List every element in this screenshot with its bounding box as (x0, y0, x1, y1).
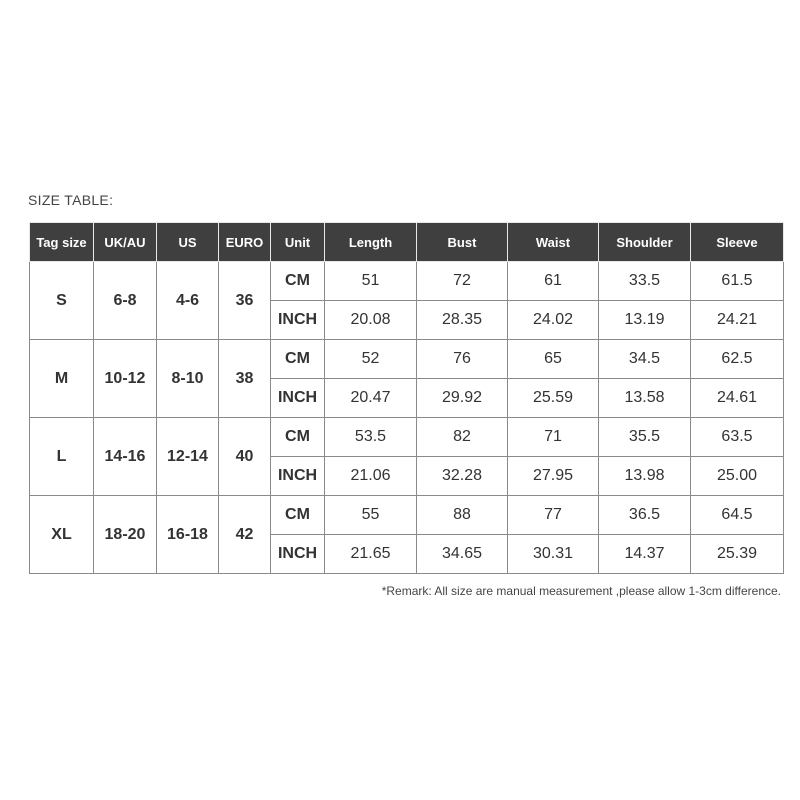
unit-cell: CM (271, 496, 325, 535)
size-table-title: SIZE TABLE: (28, 192, 114, 208)
bust-cell: 72 (417, 262, 508, 301)
header-length: Length (325, 223, 417, 262)
header-unit: Unit (271, 223, 325, 262)
waist-cell: 77 (508, 496, 599, 535)
tag-size-cell: S (30, 262, 94, 340)
table-row (30, 496, 784, 535)
length-cell: 21.06 (325, 457, 417, 496)
bust-cell: 82 (417, 418, 508, 457)
unit-cell: INCH (271, 301, 325, 340)
bust-cell: 28.35 (417, 301, 508, 340)
tag-size-cell: M (30, 340, 94, 418)
bust-cell: 32.28 (417, 457, 508, 496)
header-row (30, 223, 784, 262)
size-table (29, 222, 784, 574)
waist-cell: 71 (508, 418, 599, 457)
shoulder-cell: 14.37 (599, 535, 691, 574)
bust-cell: 88 (417, 496, 508, 535)
euro-cell: 42 (219, 496, 271, 574)
us-cell: 8-10 (157, 340, 219, 418)
unit-cell: CM (271, 418, 325, 457)
tag-size-cell: XL (30, 496, 94, 574)
euro-cell: 36 (219, 262, 271, 340)
shoulder-cell: 35.5 (599, 418, 691, 457)
euro-cell: 38 (219, 340, 271, 418)
unit-cell: INCH (271, 457, 325, 496)
unit-cell: CM (271, 262, 325, 301)
bust-cell: 29.92 (417, 379, 508, 418)
remark-note: *Remark: All size are manual measurement ,please allow 1-3cm difference. (381, 584, 781, 598)
shoulder-cell: 33.5 (599, 262, 691, 301)
length-cell: 21.65 (325, 535, 417, 574)
unit-cell: INCH (271, 535, 325, 574)
header-sleeve: Sleeve (691, 223, 784, 262)
unit-cell: INCH (271, 379, 325, 418)
euro-cell: 40 (219, 418, 271, 496)
us-cell: 12-14 (157, 418, 219, 496)
shoulder-cell: 13.98 (599, 457, 691, 496)
uk-au-cell: 6-8 (94, 262, 157, 340)
us-cell: 4-6 (157, 262, 219, 340)
sleeve-cell: 62.5 (691, 340, 784, 379)
sleeve-cell: 63.5 (691, 418, 784, 457)
header-shoulder: Shoulder (599, 223, 691, 262)
length-cell: 52 (325, 340, 417, 379)
header-waist: Waist (508, 223, 599, 262)
waist-cell: 61 (508, 262, 599, 301)
length-cell: 20.08 (325, 301, 417, 340)
length-cell: 51 (325, 262, 417, 301)
us-cell: 16-18 (157, 496, 219, 574)
header-us: US (157, 223, 219, 262)
shoulder-cell: 36.5 (599, 496, 691, 535)
shoulder-cell: 13.58 (599, 379, 691, 418)
uk-au-cell: 18-20 (94, 496, 157, 574)
table-row (30, 262, 784, 301)
tag-size-cell: L (30, 418, 94, 496)
uk-au-cell: 14-16 (94, 418, 157, 496)
sleeve-cell: 24.21 (691, 301, 784, 340)
sleeve-cell: 61.5 (691, 262, 784, 301)
bust-cell: 34.65 (417, 535, 508, 574)
length-cell: 55 (325, 496, 417, 535)
waist-cell: 30.31 (508, 535, 599, 574)
waist-cell: 25.59 (508, 379, 599, 418)
sleeve-cell: 64.5 (691, 496, 784, 535)
length-cell: 20.47 (325, 379, 417, 418)
waist-cell: 24.02 (508, 301, 599, 340)
shoulder-cell: 34.5 (599, 340, 691, 379)
header-euro: EURO (219, 223, 271, 262)
sleeve-cell: 24.61 (691, 379, 784, 418)
unit-cell: CM (271, 340, 325, 379)
uk-au-cell: 10-12 (94, 340, 157, 418)
waist-cell: 27.95 (508, 457, 599, 496)
header-bust: Bust (417, 223, 508, 262)
table-row (30, 418, 784, 457)
table-row (30, 340, 784, 379)
shoulder-cell: 13.19 (599, 301, 691, 340)
header-uk-au: UK/AU (94, 223, 157, 262)
waist-cell: 65 (508, 340, 599, 379)
sleeve-cell: 25.39 (691, 535, 784, 574)
header-tag-size: Tag size (30, 223, 94, 262)
bust-cell: 76 (417, 340, 508, 379)
length-cell: 53.5 (325, 418, 417, 457)
sleeve-cell: 25.00 (691, 457, 784, 496)
